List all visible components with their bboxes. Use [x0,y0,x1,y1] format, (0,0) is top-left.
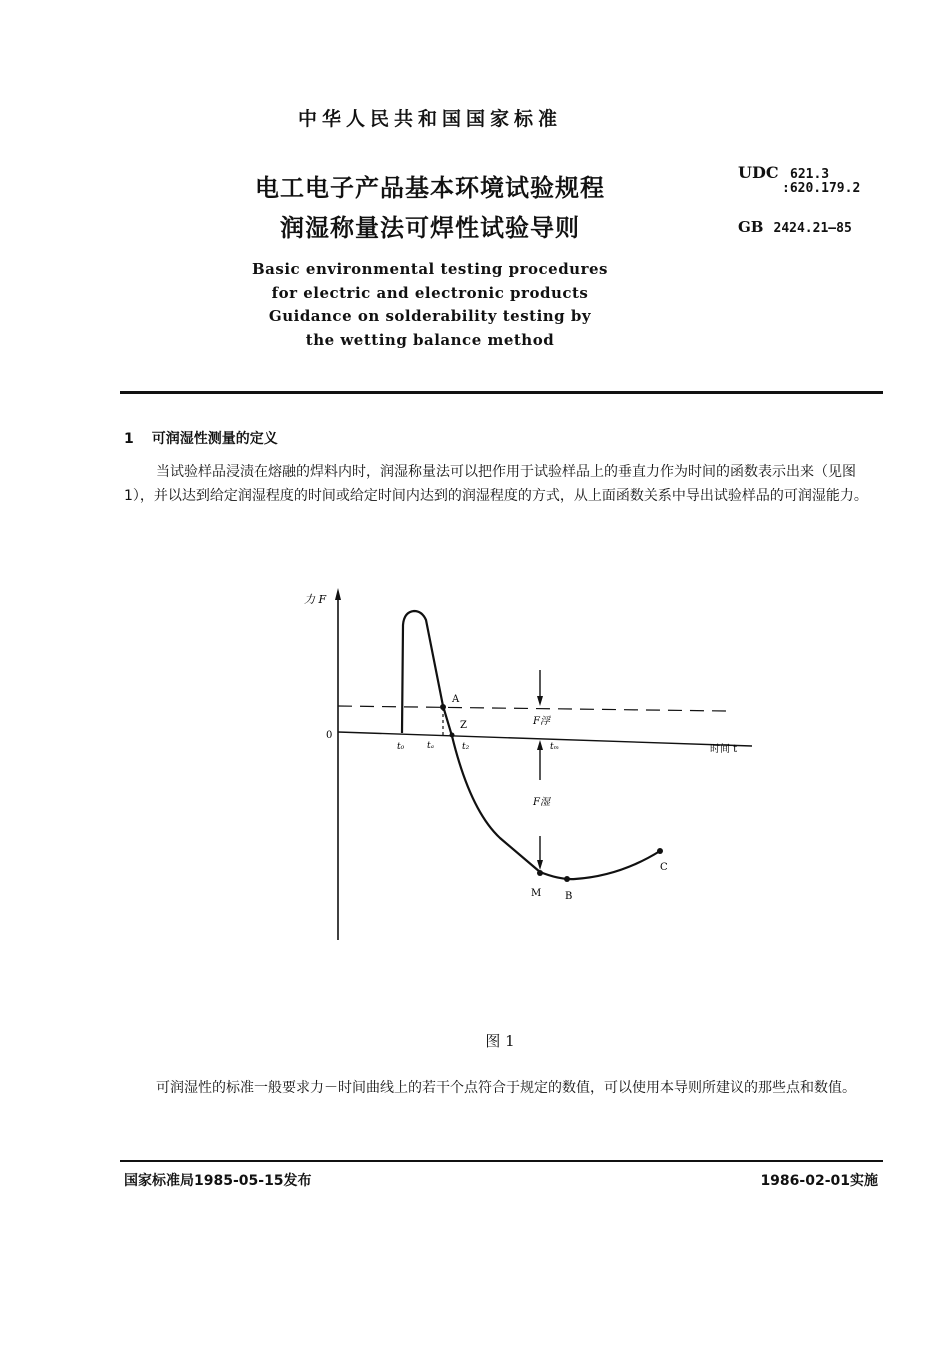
udc-label: UDC [738,163,779,182]
gb-label: GB [738,218,764,236]
point-a-dot [440,704,446,710]
footer-divider [120,1160,883,1162]
f-float-label: F浮 [533,716,550,727]
y-axis-arrow [335,588,341,600]
point-c-label: C [660,862,668,873]
standard-title: 中华人民共和国国家标准 [297,108,562,130]
section-number: 1 [124,431,134,447]
gb-number: 2424.21—85 [773,221,852,236]
point-b-dot [564,876,570,882]
tm-arrowhead [537,740,543,750]
t2-label: t₂ [462,742,470,752]
english-title-line: for electric and electronic products [271,283,589,302]
point-a-label: A [452,694,460,705]
english-title-line: Guidance on solderability testing by [268,307,592,325]
tm-label: tₘ [550,742,560,752]
y-axis-label: 力 F [304,593,327,606]
f-wet-label: F湿 [533,797,550,808]
cn-title-line2: 润湿称量法可焊性试验导则 [280,214,580,242]
point-m-dot [537,870,543,876]
f-wet-arrowhead [537,860,543,870]
effective-date: 1986-02-01实施 [760,1173,878,1189]
point-z-label: Z [460,720,467,731]
udc-code-line1: 621.3 [790,167,830,182]
english-title-line: Basic environmental testing procedures [252,260,608,278]
point-b-label: B [565,891,573,902]
figure-caption: 图 1 [485,1032,515,1050]
buoyancy-reference-line [338,706,726,711]
force-time-curve [402,611,660,879]
point-c-dot [657,848,663,854]
english-title-line: the wetting balance method [305,330,555,349]
closing-paragraph: 可润湿性的标准一般要求力－时间曲线上的若干个点符合于规定的数值，可以使用本导则所建议的那些点和数值。 [156,1080,856,1096]
cn-title-line1: 电工电子产品基本环境试验规程 [255,174,605,202]
ta-label: tₐ [427,741,434,751]
t0-label: t₀ [397,742,405,752]
origin-label: 0 [326,730,333,741]
issue-date: 国家标准局1985-05-15发布 [124,1173,312,1189]
f-float-arrowhead [537,696,543,706]
x-axis-label: 时间 t [710,744,738,755]
point-m-label: M [531,888,542,899]
section-title: 可润湿性测量的定义 [151,431,278,447]
definition-paragraph: 当试验样品浸渍在熔融的焊料内时，润湿称量法可以把作用于试验样品上的垂直力作为时间的函数表示出来（见图 1），并以达到给定润湿程度的时间或给定时间内达到的润湿程度的方式，从上面函数关系中导出试验样品的可润湿能力。 [124,464,868,504]
udc-code-line2: :620.179.2 [782,181,861,196]
point-z-dot [450,733,455,738]
